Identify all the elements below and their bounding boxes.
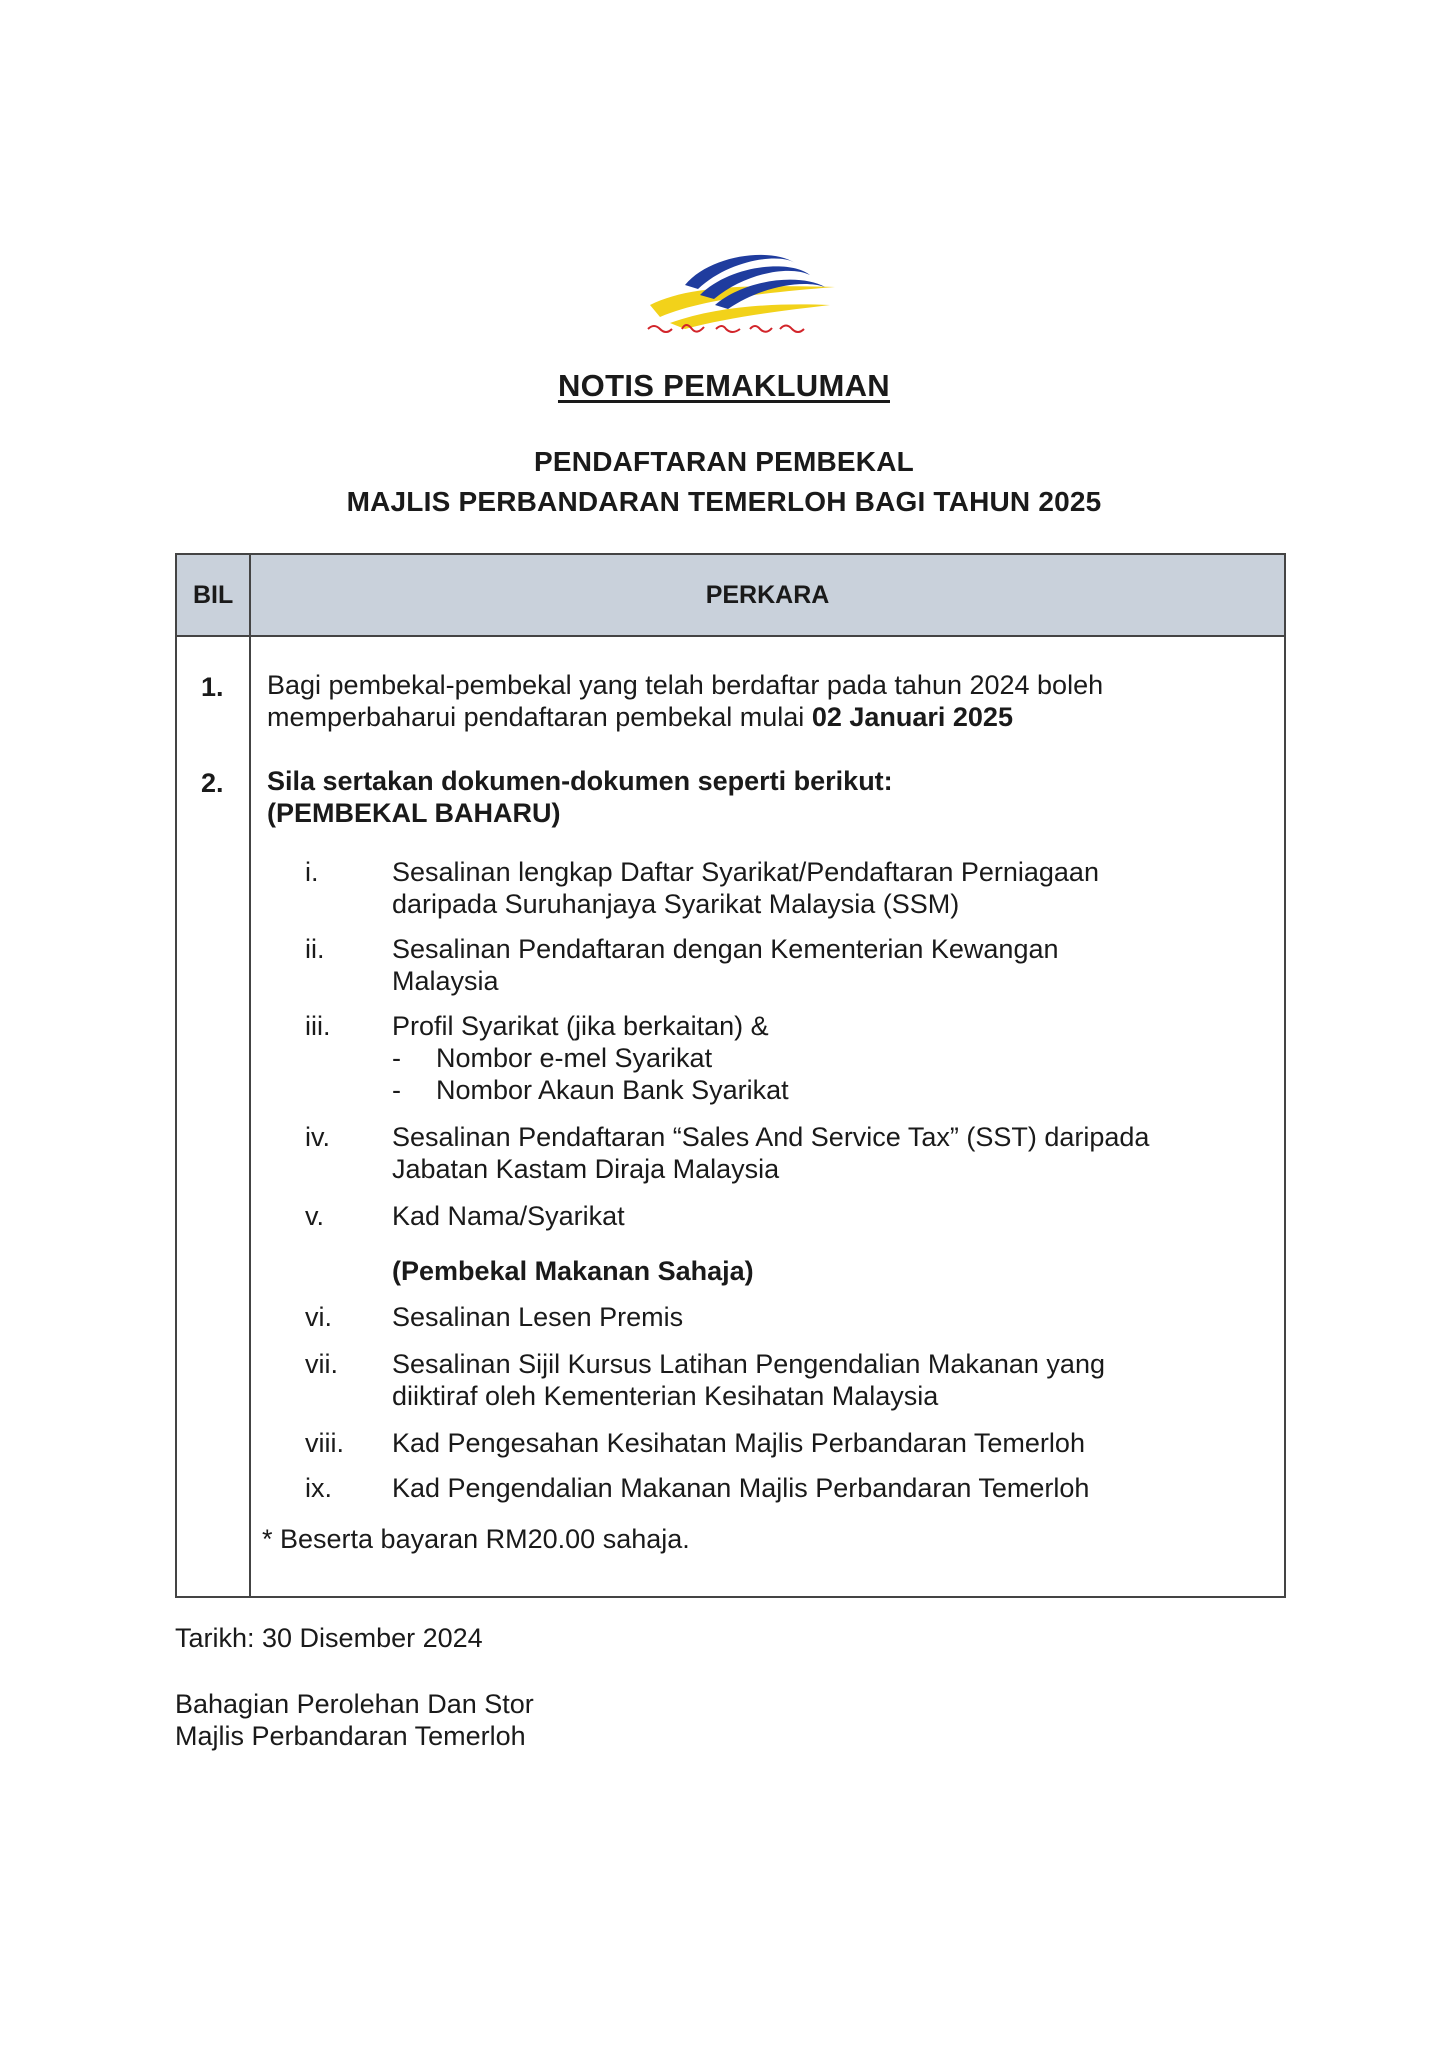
item-ii-line-1: Sesalinan Pendaftaran dengan Kementerian Kewangan	[392, 934, 1059, 964]
item-iv-line-2: Jabatan Kastam Diraja Malaysia	[392, 1154, 780, 1184]
item-vii-line-2: diiktiraf oleh Kementerian Kesihatan Malaysia	[392, 1381, 939, 1411]
item-viii-line-1: Kad Pengesahan Kesihatan Majlis Perbandaran Temerloh	[392, 1428, 1085, 1458]
notice-table	[175, 553, 1286, 1598]
fee-note: * Beserta bayaran RM20.00 sahaja.	[262, 1524, 690, 1554]
item-iii-dash-1: - Nombor e-mel Syarikat	[392, 1043, 713, 1073]
item-vi-number: vi.	[305, 1302, 332, 1332]
item-ix-line-1: Kad Pengendalian Makanan Majlis Perbandaran Temerloh	[392, 1473, 1090, 1503]
item-vii-line-1: Sesalinan Sijil Kursus Latihan Pengendalian Makanan yang	[392, 1349, 1105, 1379]
item-ii-line-2: Malaysia	[392, 966, 499, 996]
notice-title: NOTIS PEMAKLUMAN	[557, 368, 890, 403]
item-i-line-2: daripada Suruhanjaya Syarikat Malaysia (SSM)	[392, 889, 960, 919]
notice-date: Tarikh: 30 Disember 2024	[175, 1623, 483, 1653]
item-i-number: i.	[305, 857, 319, 887]
item-iii-number: iii.	[305, 1011, 331, 1041]
item-iii-line-1: Profil Syarikat (jika berkaitan) &	[392, 1011, 769, 1041]
subtitle-line-1: PENDAFTARAN PEMBEKAL	[534, 446, 914, 477]
row-2-heading: Sila sertakan dokumen-dokumen seperti berikut:	[267, 766, 893, 796]
row-1-start-date: 02 Januari 2025	[811, 702, 1013, 732]
swoosh-logo-icon	[630, 245, 845, 360]
item-v-line-1: Kad Nama/Syarikat	[392, 1201, 625, 1231]
row-2-number: 2.	[201, 768, 224, 798]
row-1-line-2-text: memperbaharui pendaftaran pembekal mulai	[267, 702, 812, 732]
subtitle-line-2: MAJLIS PERBANDARAN TEMERLOH BAGI TAHUN 2025	[346, 486, 1102, 517]
item-vii-number: vii.	[305, 1349, 338, 1379]
header-bil: BIL	[193, 581, 234, 609]
issuing-department: Bahagian Perolehan Dan Stor	[175, 1689, 534, 1719]
column-divider	[249, 555, 251, 1596]
row-1-line-1: Bagi pembekal-pembekal yang telah berdaftar pada tahun 2024 boleh	[267, 670, 1104, 700]
item-iv-line-1: Sesalinan Pendaftaran “Sales And Service Tax” (SST) daripada	[392, 1122, 1150, 1152]
item-i-line-1: Sesalinan lengkap Daftar Syarikat/Pendaftaran Perniagaan	[392, 857, 1099, 887]
item-ii-number: ii.	[305, 934, 325, 964]
item-viii-number: viii.	[305, 1428, 344, 1458]
table-header	[177, 555, 1284, 637]
food-supplier-heading: (Pembekal Makanan Sahaja)	[392, 1256, 754, 1286]
item-ix-number: ix.	[305, 1473, 332, 1503]
item-iii-dash-2-text: Nombor Akaun Bank Syarikat	[436, 1075, 789, 1105]
row-1-number: 1.	[201, 672, 224, 702]
row-1-line-2	[267, 701, 1013, 733]
item-iii-dash-1-text: Nombor e-mel Syarikat	[436, 1043, 713, 1073]
header-perkara: PERKARA	[705, 581, 830, 609]
item-v-number: v.	[305, 1201, 324, 1231]
row-2-subheading: (PEMBEKAL BAHARU)	[267, 798, 561, 828]
council-logo	[630, 245, 845, 360]
item-vi-line-1: Sesalinan Lesen Premis	[392, 1302, 684, 1332]
item-iv-number: iv.	[305, 1122, 330, 1152]
issuing-organization: Majlis Perbandaran Temerloh	[175, 1721, 526, 1751]
item-iii-dash-2: - Nombor Akaun Bank Syarikat	[392, 1075, 789, 1105]
